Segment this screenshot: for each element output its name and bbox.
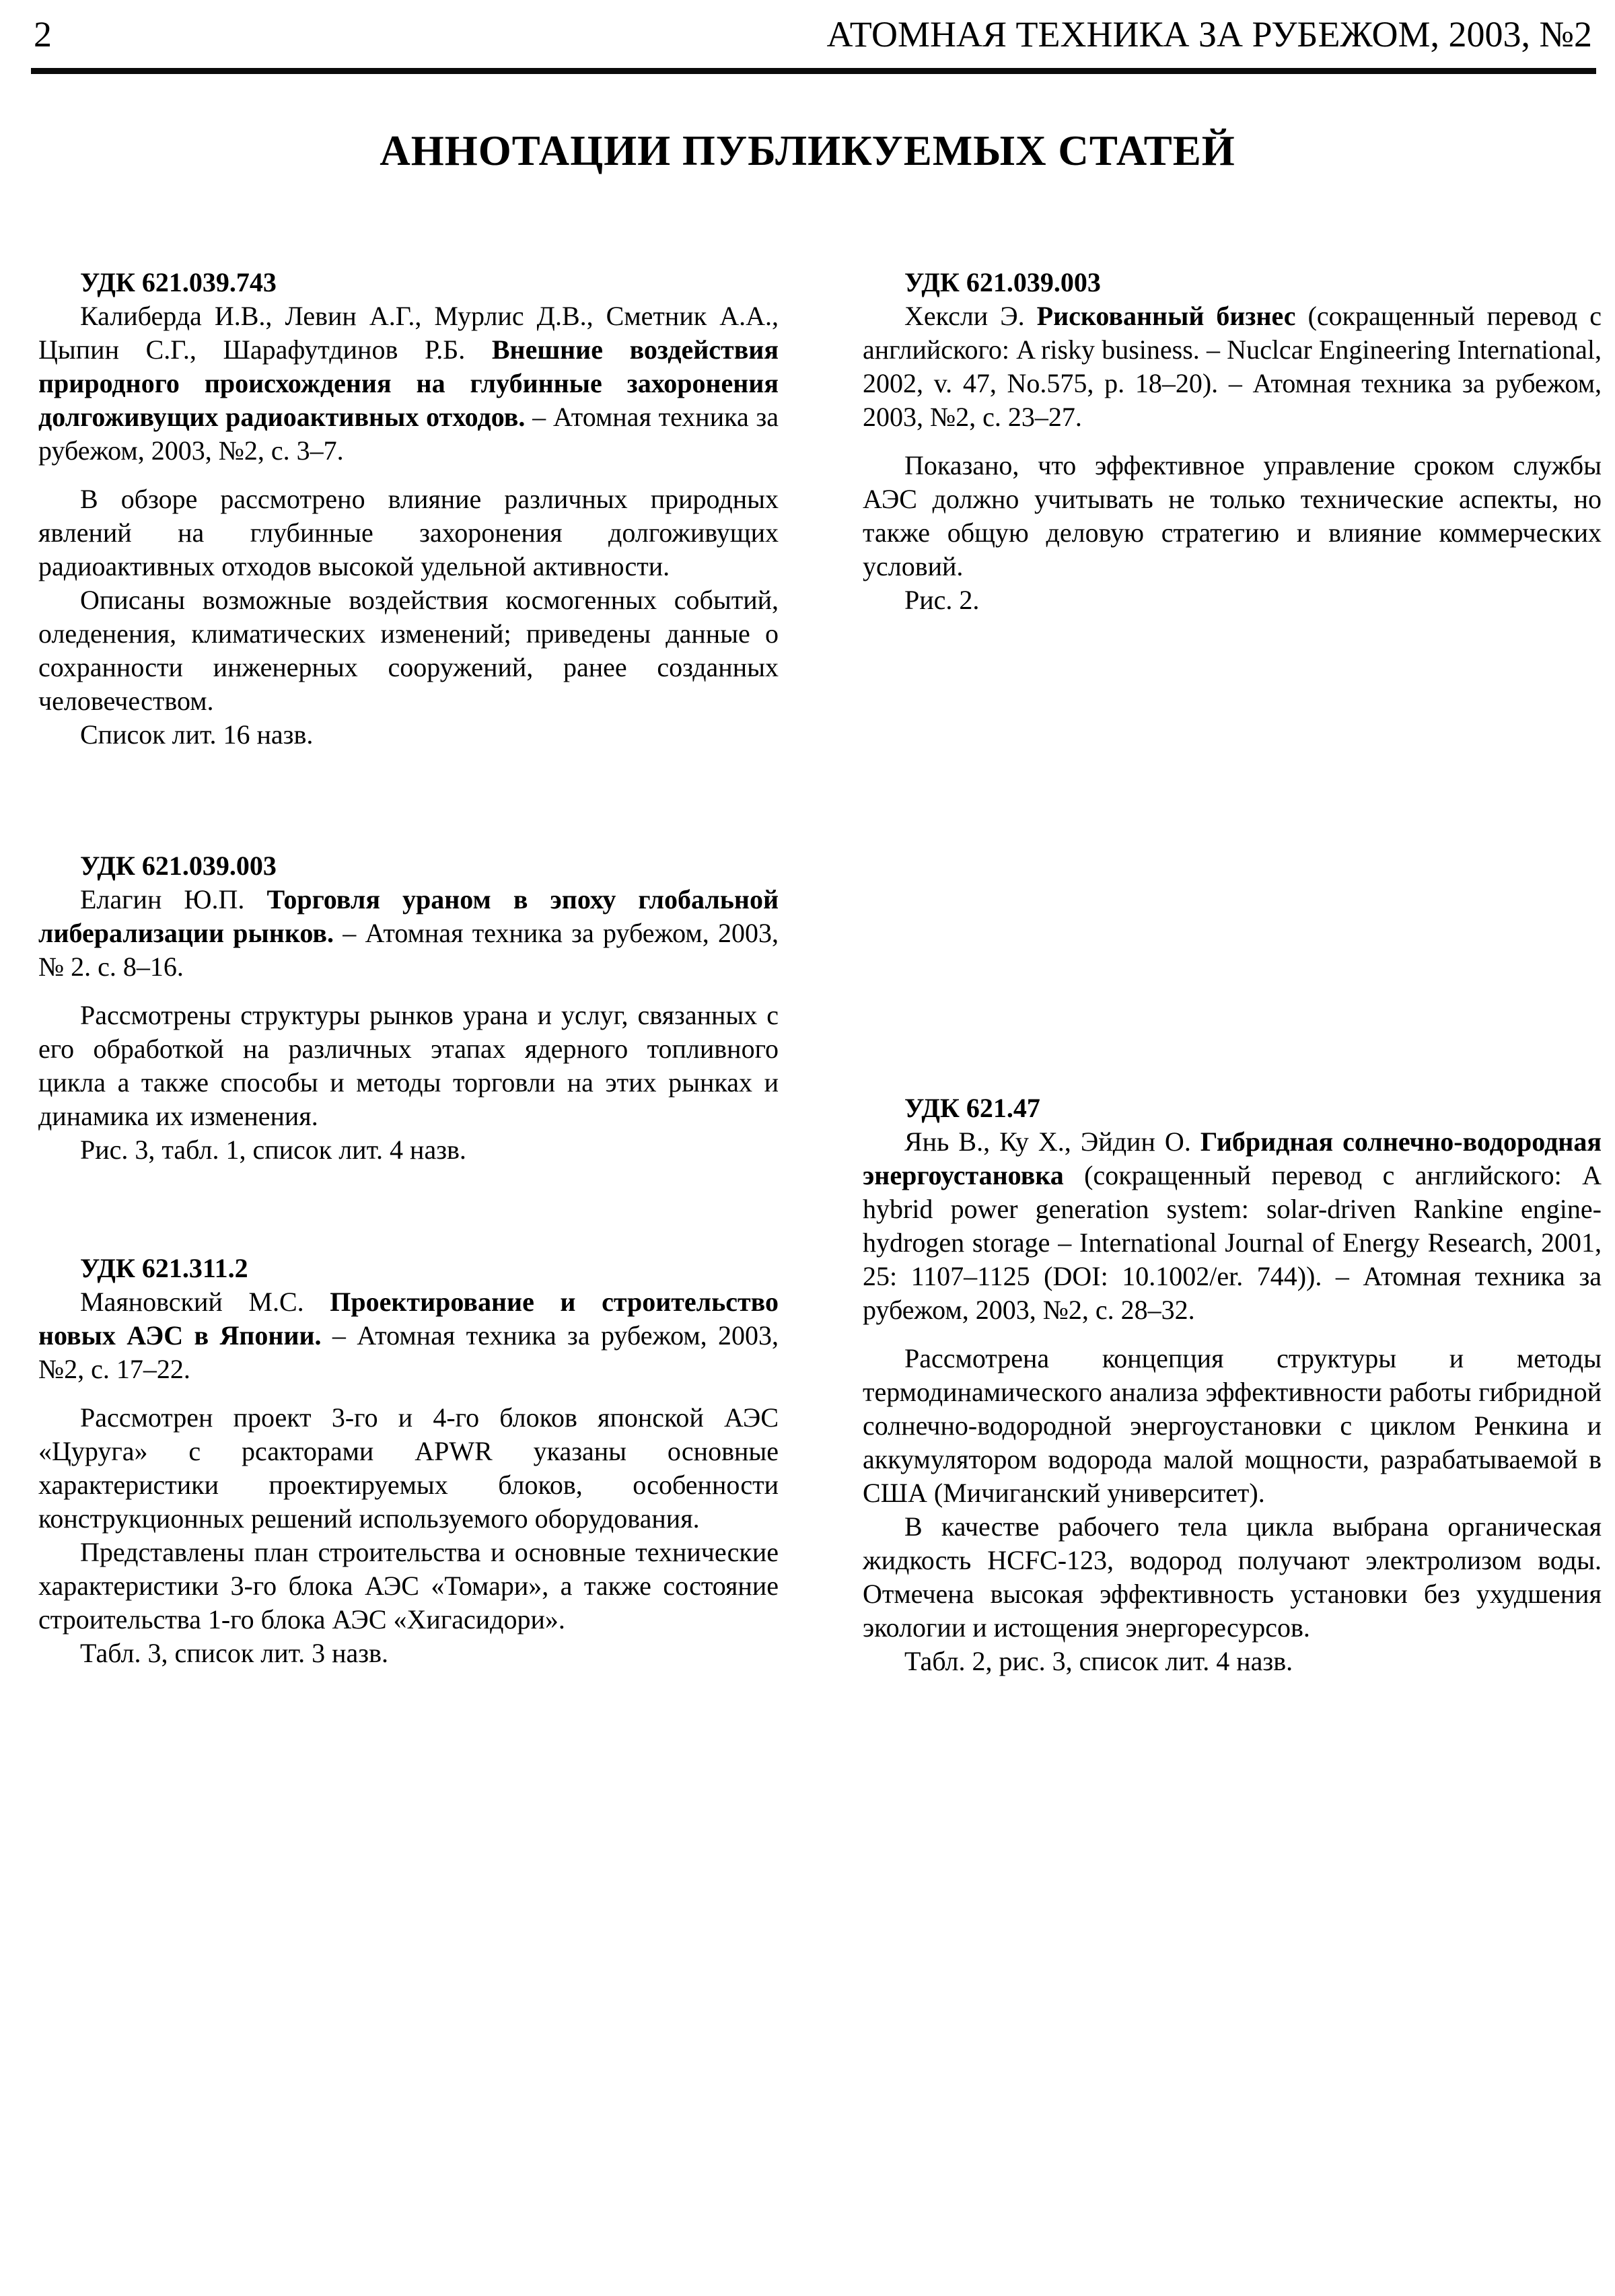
abstract-citation-tail: – Атомная техника за рубежом, 2003, №2, с. 3–7. <box>38 402 779 466</box>
page-title: АННОТАЦИИ ПУБЛИКУЕМЫХ СТАТЕЙ <box>380 127 1235 174</box>
abstract-3 <box>38 1252 779 1670</box>
abstract-paragraph: Описаны возможные воздействия космогенных событий, оледенения, климатических изменений; приведены данные о сохранности инженерных сооружений, ранее созданных человечеством. <box>38 585 779 716</box>
abstract-paragraph: Представлены план строительства и основные технические характеристики 3-го блока АЭС «Томари», а также состояние строительства 1-го блока АЭС «Хигасидори». <box>38 1537 779 1635</box>
abstract-citation <box>863 299 1602 434</box>
abstract-note: Список лит. 16 назв. <box>80 719 314 750</box>
page-number: 2 <box>34 14 52 55</box>
column-right <box>863 266 1602 1678</box>
abstract-1 <box>38 266 779 752</box>
abstract-citation-tail: – Атомная техника за рубежом, 2003, №2, с. 17–22. <box>38 1320 779 1384</box>
abstract-paragraph: Рассмотрены структуры рынков урана и услуг, связанных с его обработкой на различных этапах ядерного топливного цикла а также способы и методы торговли на этих рынках и динамика их изменения. <box>38 1000 779 1131</box>
udk-code: УДК 621.039.743 <box>80 267 277 297</box>
abstract-citation <box>38 1285 779 1386</box>
abstract-paragraph: В качестве рабочего тела цикла выбрана органическая жидкость HCFC-123, водород получают электролизом воды. Отмечена высокая эффективность установки без ухудшения экологии и истощения энергоресурсов. <box>863 1511 1602 1643</box>
abstract-citation-tail: – Атомная техника за рубежом, 2003, № 2. с. 8–16. <box>38 918 779 982</box>
udk-code: УДК 621.039.003 <box>904 267 1101 297</box>
abstract-paragraph: Рассмотрена концепция структуры и методы термодинамического анализа эффективности работы гибридной солнечно-водородной энергоустановки с циклом Ренкина и аккумулятором водорода малой мощности, разрабатываемой в США (Мичиганский университет). <box>863 1343 1602 1508</box>
abstract-paragraph: Показано, что эффективное управление сроком службы АЭС должно учитывать не только технические аспекты, но также общую деловую стратегию и влияние коммерческих условий. <box>863 450 1602 581</box>
abstract-note: Табл. 3, список лит. 3 назв. <box>80 1638 388 1668</box>
column-left <box>38 266 779 1678</box>
abstract-authors: Янь В., Ку Х., Эйдин О. <box>904 1126 1191 1157</box>
abstract-title: Внешние воздействия природного происхождения на глубинные захоронения долгоживущих радиоактивных отходов. <box>38 334 779 432</box>
abstracts-content <box>38 266 1602 1678</box>
page-header <box>34 15 1592 54</box>
abstract-5 <box>863 1091 1602 1678</box>
abstract-4 <box>863 266 1602 617</box>
abstract-authors: Маяновский М.С. <box>80 1287 304 1317</box>
abstract-2 <box>38 849 779 1167</box>
abstract-paragraph: Рассмотрен проект 3-го и 4-го блоков японской АЭС «Цуруга» с рсакторами APWR указаны основные характеристики проектируемых блоков, особенности конструкционных решений используемого оборудования. <box>38 1402 779 1534</box>
abstract-note: Табл. 2, рис. 3, список лит. 4 назв. <box>904 1646 1293 1676</box>
abstract-title: Гибридная солнечно-водородная энергоустановка <box>863 1126 1602 1190</box>
abstract-title: Проектирование и строительство новых АЭС в Японии. <box>38 1287 779 1351</box>
abstract-paragraph: В обзоре рассмотрено влияние различных природных явлений на глубинные захоронения долгоживущих радиоактивных отходов высокой удельной активности. <box>38 484 779 581</box>
journal-title: АТОМНАЯ ТЕХНИКА ЗА РУБЕЖОМ, 2003, №2 <box>826 14 1592 55</box>
udk-code: УДК 621.311.2 <box>80 1253 248 1283</box>
abstract-citation <box>863 1125 1602 1327</box>
abstract-note: Рис. 2. <box>904 585 980 615</box>
abstract-citation <box>38 883 779 984</box>
header-divider-rule <box>31 68 1596 74</box>
abstract-authors: Калиберда И.В., Левин А.Г., Мурлис Д.В., Сметник А.А., Цыпин С.Г., Шарафутдинов Р.Б. <box>38 301 779 365</box>
abstract-title: Торговля ураном в эпоху глобальной либерализации рынков. <box>38 884 779 948</box>
udk-code: УДК 621.47 <box>904 1093 1040 1123</box>
abstract-citation-tail: (сокращенный перевод с английского: A hybrid power generation system: solar-driven Rankine engine-hydrogen storage – International Journal of Energy Research, 2001, 25: 1107–1125 (DOI: 10.1002/er. 744)). – Атомная техника за рубежом, 2003, №2, с. 28–32. <box>863 1160 1602 1325</box>
abstract-note: Рис. 3, табл. 1, список лит. 4 назв. <box>80 1135 466 1165</box>
abstract-authors: Хексли Э. <box>904 301 1025 331</box>
abstract-title: Рискованный бизнес <box>1036 301 1296 331</box>
abstract-citation-tail: (сокращенный перевод с английского: A risky business. – Nuclcar Engineering International, 2002, v. 47, No.575, p. 18–20). – Атомная техника за рубежом, 2003, №2, с. 23–27. <box>863 301 1602 432</box>
abstract-authors: Елагин Ю.П. <box>80 884 245 914</box>
abstract-citation <box>38 299 779 468</box>
udk-code: УДК 621.039.003 <box>80 851 277 881</box>
